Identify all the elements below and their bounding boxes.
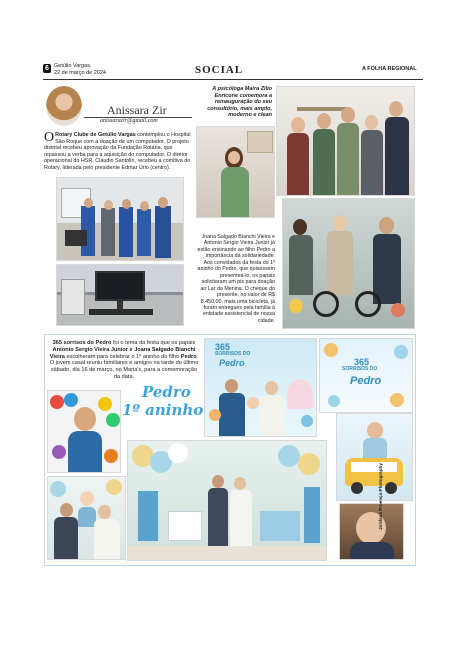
psicologa-photo xyxy=(196,126,275,218)
party-decor-photo xyxy=(127,440,327,561)
page-number: 6 xyxy=(43,64,51,73)
pedro-parents: Antonio Sergio Vieira Junior e Joana Salgado Bianchi Vieira xyxy=(49,346,196,360)
family-portrait-photo xyxy=(47,476,126,560)
caption-joana: Joana Salgado Bianchi Vieira e Antonio Sergio Vieira Junior já estão ensinando ao filho Pedro a importância da solidariedade. Aos convidados da festa do 1º aninho do Pedro, que quisessem presenteá-lo, os papais solicitaram um pix para doação ao Lar da Menina. O cheque do presente, no valor de R$ 8.450,00, mais uma bicicleta, já foram entregues pela família à entidade assistencial de nossa cidade. xyxy=(197,234,275,324)
pedro-text-1: foi o tema da festa que os papais xyxy=(111,340,196,346)
columnist-portrait xyxy=(46,86,82,126)
decor-banner-photo xyxy=(319,338,413,413)
publication-name: A FOLHA REGIONAL xyxy=(362,66,417,72)
banner1-name: Pedro xyxy=(219,358,245,368)
computer-photo xyxy=(56,264,184,326)
rotary-body: contemplou o Hospital São Roque com a doação de um computador. O projeto distrital recebeu aprovação da Fundação Rotária, que repassou a verba para a aquisição do computador. O diretor operacional do HSR, Cláudio Santolin, recebeu a comitiva do Rotary, liderada pelo presidente Edmar Urio (centro). xyxy=(44,132,191,171)
pedro-title-age: 1º aninho xyxy=(122,401,204,419)
toy-van-photo xyxy=(336,413,413,501)
header-rule xyxy=(43,79,423,80)
pedro-lead: 365 sorrisos do Pedro xyxy=(52,340,112,346)
section-title: SOCIAL xyxy=(195,64,244,76)
banner1-sub: SORRISOS DO xyxy=(215,351,251,357)
rotary-group-photo xyxy=(56,177,184,261)
rotary-org: Rotary Clube de Getúlio Vargas xyxy=(55,132,136,138)
drop-cap: O xyxy=(44,130,55,145)
baby-portrait-photo xyxy=(339,503,404,560)
banner2-sub: SORRISOS DO xyxy=(342,366,378,372)
family-bicycle-photo xyxy=(282,198,415,329)
header-city: Getúlio Vargas, xyxy=(54,63,92,69)
pedro-title-name: Pedro xyxy=(142,383,191,401)
rotary-article xyxy=(44,132,194,172)
header-date: 22 de março de 2024 xyxy=(54,70,106,76)
pedro-text-3: . O jovem casal reuniu familiares e amigos na tarde do último sábado, dia 16 de março, no Maria's, para a comemoração da data. xyxy=(49,353,199,381)
photo-credit: Jordana Proença Photography xyxy=(378,463,383,530)
pedro-child: Pedro xyxy=(180,353,197,360)
columnist-email: anissarazir@gmail.com xyxy=(100,118,158,124)
columnist-name: Anissara Zir xyxy=(107,103,167,117)
banner2-name: Pedro xyxy=(350,375,382,387)
psicologa-group-photo xyxy=(276,86,415,196)
pedro-text-2: escolheram para celebrar o 1º aninho do filho xyxy=(64,353,181,360)
banner2-number: 365 xyxy=(354,357,370,367)
parents-banner-photo xyxy=(204,338,317,437)
caption-psicologa: A psicóloga Maira Zilio Enricone comemora a reinauguração do seu consultório, mais amplo, moderno e clean xyxy=(207,86,272,119)
ball-pit-photo xyxy=(47,390,121,473)
banner1-number: 365 xyxy=(215,342,231,352)
